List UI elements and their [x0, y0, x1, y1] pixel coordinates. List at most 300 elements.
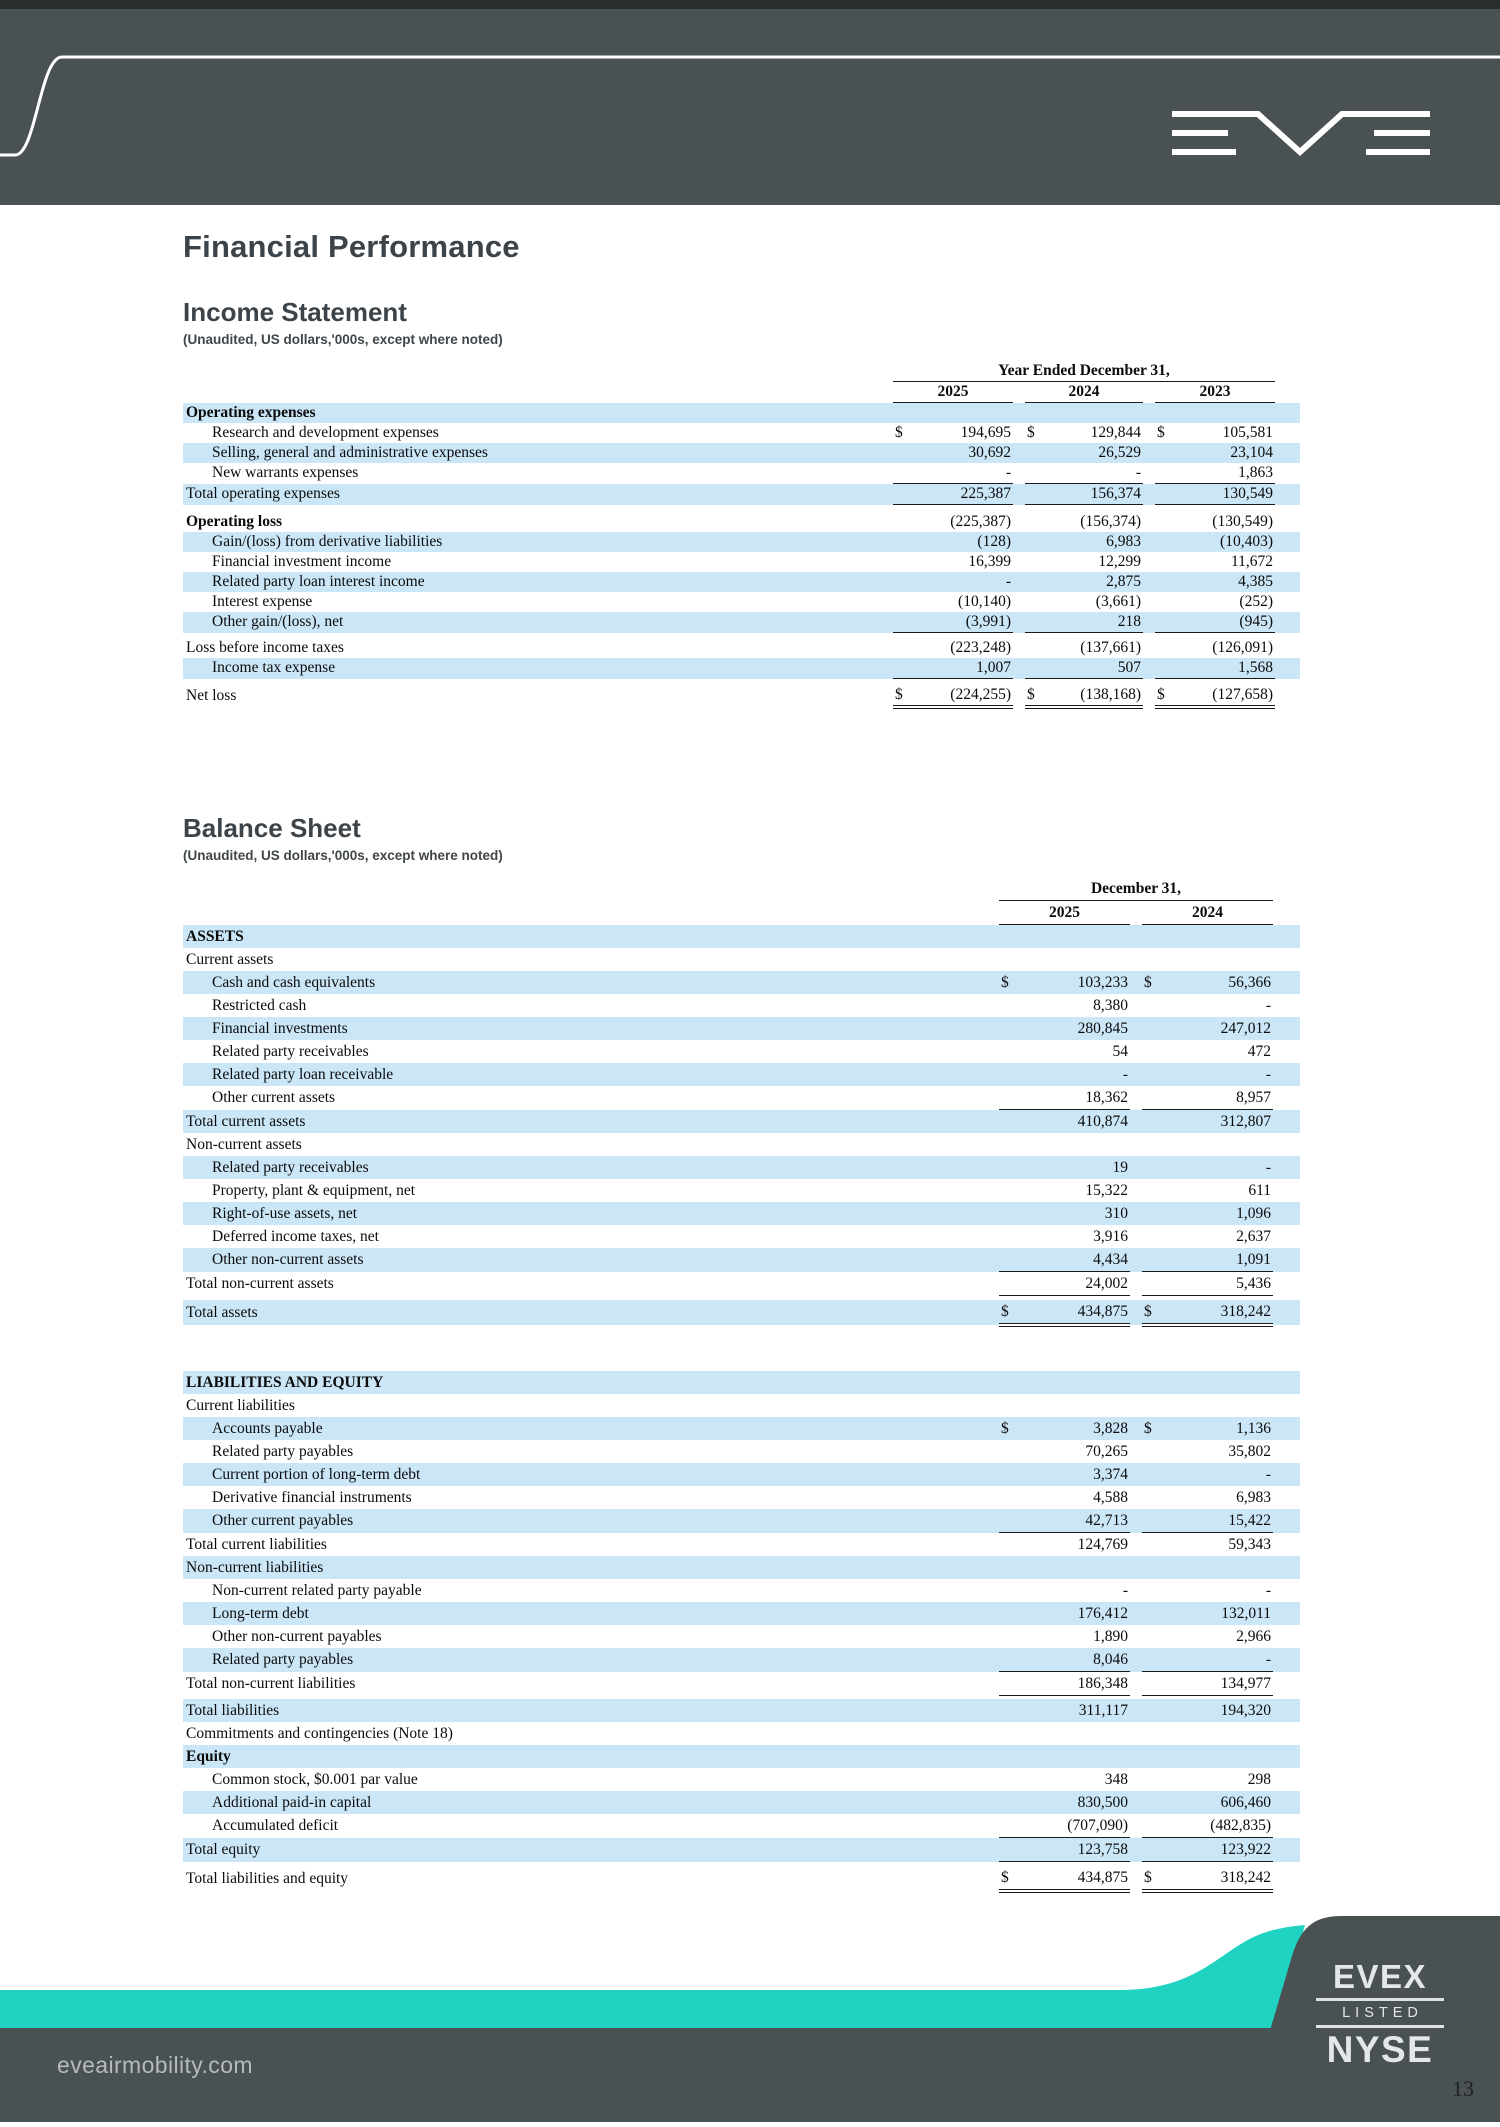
header-band-graphic: [0, 0, 1500, 205]
value-text: 11,672: [1230, 553, 1273, 570]
value-cell: [893, 403, 1013, 424]
table-row: [183, 1133, 1300, 1156]
value-cell: [1142, 1225, 1273, 1248]
table-row: [183, 971, 1300, 994]
value-text: 2,637: [1236, 1228, 1271, 1245]
table-row: [183, 1699, 1300, 1722]
value-text: 23,104: [1230, 444, 1273, 461]
year-column-header: 2023: [1155, 382, 1275, 403]
column-pad: [1273, 1648, 1300, 1672]
page-number: 13: [1452, 2076, 1474, 2101]
column-pad: [1273, 1533, 1300, 1557]
value-text: 8,957: [1236, 1089, 1271, 1106]
column-gap: [1143, 658, 1155, 679]
value-cell: [893, 572, 1013, 592]
value-cell: [999, 971, 1130, 994]
value-text: 3,374: [1093, 1466, 1128, 1483]
spacer-cell: [183, 505, 1300, 513]
income-statement-subtitle: (Unaudited, US dollars,'000s, except where noted): [183, 332, 503, 347]
value-text: 2,966: [1236, 1628, 1271, 1645]
table-row: [183, 1486, 1300, 1509]
column-pad: [1273, 1063, 1300, 1086]
row-label: Interest expense: [212, 593, 313, 610]
table-row: [183, 1417, 1300, 1440]
value-cell: [1142, 925, 1273, 949]
row-label: Other current payables: [183, 1509, 999, 1533]
value-cell: [893, 685, 1013, 707]
column-pad: [1275, 512, 1300, 532]
column-gap: [1130, 1533, 1142, 1557]
dollar-sign: $: [1157, 424, 1165, 441]
label-spacer: [183, 901, 999, 925]
value-text: -: [1265, 1582, 1271, 1599]
table-row: [183, 948, 1300, 971]
table-row: [183, 1202, 1300, 1225]
row-label: Total non-current liabilities: [186, 1675, 356, 1692]
dollar-sign: $: [1001, 1420, 1009, 1437]
value-cell: [1142, 994, 1273, 1017]
value-cell: [999, 1086, 1130, 1110]
value-text: 54: [1112, 1043, 1128, 1060]
value-cell: [1142, 1722, 1273, 1745]
value-text: (3,991): [965, 613, 1011, 630]
row-label: Property, plant & equipment, net: [212, 1182, 416, 1199]
table-row: [183, 1040, 1300, 1063]
website-link[interactable]: eveairmobility.com: [57, 2052, 253, 2078]
row-label: New warrants expenses: [212, 464, 359, 482]
column-gap: [1013, 463, 1025, 484]
value-cell: [1155, 403, 1275, 424]
value-cell: [1142, 971, 1273, 994]
value-cell: [1142, 1768, 1273, 1791]
value-text: 3,916: [1093, 1228, 1128, 1245]
value-cell: [1142, 1040, 1273, 1063]
table-row: [183, 1156, 1300, 1179]
table-row: [183, 925, 1300, 949]
row-label: Related party receivables: [183, 1156, 999, 1179]
value-cell: [1142, 1745, 1273, 1768]
column-gap: [1143, 403, 1155, 424]
row-label: Total assets: [183, 1300, 999, 1325]
value-cell: [893, 532, 1013, 552]
column-gap: [1013, 423, 1025, 443]
column-pad: [1273, 1110, 1300, 1134]
balance-sheet-subtitle: (Unaudited, US dollars,'000s, except where noted): [183, 848, 503, 863]
value-text: 472: [1247, 1043, 1271, 1060]
column-gap: [1013, 484, 1025, 505]
column-gap: [1143, 685, 1155, 707]
row-label: Total current liabilities: [186, 1535, 327, 1553]
table-row: [183, 1179, 1300, 1202]
value-cell: [1155, 612, 1275, 633]
value-text: 1,568: [1238, 659, 1273, 676]
value-text: (10,403): [1220, 533, 1273, 550]
column-pad: [1273, 1486, 1300, 1509]
row-label: Total current assets: [183, 1110, 999, 1134]
table-row: [183, 1814, 1300, 1838]
row-label: Current liabilities: [186, 1397, 295, 1414]
table-row: [183, 532, 1300, 552]
value-text: 348: [1104, 1771, 1128, 1788]
value-cell: [1142, 1440, 1273, 1463]
column-pad: [1273, 1017, 1300, 1040]
value-cell: [1142, 1417, 1273, 1440]
value-cell: [1142, 1579, 1273, 1602]
value-cell: [1142, 1533, 1273, 1557]
column-gap: [1130, 1602, 1142, 1625]
row-label: Equity: [183, 1745, 999, 1768]
column-pad: [1273, 1417, 1300, 1440]
year-header-row: [183, 382, 1300, 403]
value-text: 318,242: [1220, 1869, 1271, 1886]
column-gap: [1130, 1699, 1142, 1722]
column-gap: [1130, 925, 1142, 949]
table-row: [183, 1579, 1300, 1602]
value-cell: [1142, 1156, 1273, 1179]
value-text: -: [1265, 997, 1271, 1014]
year-header-row: [183, 901, 1300, 925]
column-gap: [1130, 1133, 1142, 1156]
value-cell: [1155, 638, 1275, 658]
teal-swoosh: [0, 1925, 1305, 2028]
row-label: Total liabilities and equity: [186, 1870, 349, 1887]
row-label: Related party loan interest income: [183, 572, 893, 592]
value-cell: [1142, 1866, 1273, 1891]
column-gap: [1013, 638, 1025, 658]
column-pad: [1273, 1179, 1300, 1202]
value-cell: [893, 592, 1013, 612]
value-cell: [1025, 443, 1143, 463]
value-cell: [1142, 1838, 1273, 1862]
row-label: Related party payables: [183, 1648, 999, 1672]
column-gap: [1130, 1672, 1142, 1696]
value-cell: [1155, 572, 1275, 592]
column-gap: [1130, 1579, 1142, 1602]
table-row: [183, 1300, 1300, 1325]
column-pad: [1273, 877, 1300, 901]
table-row: [183, 658, 1300, 679]
column-pad: [1273, 1866, 1300, 1891]
value-text: 26,529: [1098, 444, 1141, 461]
value-text: (252): [1239, 593, 1273, 610]
dollar-sign: $: [1027, 424, 1035, 441]
value-text: 4,385: [1238, 573, 1273, 590]
column-pad: [1273, 1440, 1300, 1463]
value-cell: [893, 463, 1013, 484]
value-cell: [999, 1486, 1130, 1509]
row-label: Restricted cash: [212, 997, 307, 1014]
row-label: Related party loan receivable: [183, 1063, 999, 1086]
table-row: [183, 423, 1300, 443]
value-text: 103,233: [1077, 974, 1128, 991]
value-text: 123,758: [1077, 1841, 1128, 1858]
value-cell: [1025, 463, 1143, 484]
row-label: Related party payables: [212, 1443, 354, 1460]
value-text: 70,265: [1085, 1443, 1128, 1460]
value-cell: [1025, 638, 1143, 658]
value-text: 410,874: [1077, 1113, 1128, 1130]
value-cell: [1142, 1300, 1273, 1325]
column-gap: [1143, 572, 1155, 592]
value-text: 123,922: [1220, 1841, 1271, 1858]
table-row: [183, 1556, 1300, 1579]
value-text: 611: [1248, 1182, 1271, 1199]
table-row: [183, 1509, 1300, 1533]
value-text: 16,399: [968, 553, 1011, 570]
column-pad: [1273, 1133, 1300, 1156]
period-header-row: [183, 877, 1300, 901]
value-cell: [1142, 1248, 1273, 1272]
column-pad: [1273, 1509, 1300, 1533]
column-gap: [1130, 1486, 1142, 1509]
value-text: (225,387): [950, 513, 1011, 530]
page-footer: [0, 1912, 1500, 2122]
row-label: Current portion of long-term debt: [183, 1463, 999, 1486]
page-title: Financial Performance: [183, 229, 520, 264]
column-pad: [1273, 1394, 1300, 1417]
value-cell: [999, 1791, 1130, 1814]
value-text: (126,091): [1212, 639, 1273, 656]
row-label: Gain/(loss) from derivative liabilities: [183, 532, 893, 552]
column-pad: [1273, 1248, 1300, 1272]
value-cell: [999, 1248, 1130, 1272]
value-text: 311,117: [1078, 1702, 1128, 1719]
table-row: [183, 443, 1300, 463]
value-text: 194,695: [960, 424, 1011, 441]
column-gap: [1130, 1017, 1142, 1040]
column-pad: [1275, 361, 1300, 382]
value-text: 298: [1247, 1771, 1271, 1788]
label-spacer: [183, 877, 999, 901]
value-cell: [1142, 1791, 1273, 1814]
table-row: [183, 484, 1300, 505]
column-gap: [1130, 901, 1142, 925]
value-cell: [999, 925, 1130, 949]
value-text: 312,807: [1220, 1113, 1271, 1130]
value-cell: [1142, 1063, 1273, 1086]
row-label: Other gain/(loss), net: [183, 612, 893, 633]
dollar-sign: $: [895, 686, 903, 703]
value-cell: [999, 994, 1130, 1017]
value-cell: [999, 1722, 1130, 1745]
row-label: Derivative financial instruments: [212, 1489, 412, 1506]
value-text: 130,549: [1222, 485, 1273, 502]
value-cell: [999, 1579, 1130, 1602]
value-text: 280,845: [1077, 1020, 1128, 1037]
income-statement-table: [183, 361, 1300, 709]
column-gap: [1143, 512, 1155, 532]
value-cell: [1155, 423, 1275, 443]
period-header-row: [183, 361, 1300, 382]
value-text: 132,011: [1221, 1605, 1271, 1622]
value-text: 129,844: [1090, 424, 1141, 441]
value-cell: [1025, 423, 1143, 443]
nyse-listed-badge: [1316, 1958, 1444, 2071]
column-gap: [1013, 658, 1025, 679]
row-label: Non-current related party payable: [212, 1582, 422, 1599]
value-cell: [1142, 1086, 1273, 1110]
value-cell: [999, 1272, 1130, 1296]
table-row: [183, 1017, 1300, 1040]
year-column-header: 2024: [1142, 901, 1273, 925]
value-cell: [999, 1509, 1130, 1533]
table-row: [183, 1248, 1300, 1272]
value-text: 59,343: [1228, 1536, 1271, 1553]
column-pad: [1275, 685, 1300, 707]
column-gap: [1143, 612, 1155, 633]
value-cell: [1142, 1625, 1273, 1648]
column-pad: [1273, 925, 1300, 949]
value-cell: [999, 1625, 1130, 1648]
column-gap: [1013, 382, 1025, 403]
footer-graphic: [0, 1912, 1500, 2122]
column-pad: [1275, 612, 1300, 633]
value-cell: [1142, 1017, 1273, 1040]
value-text: 4,434: [1093, 1251, 1128, 1268]
column-pad: [1275, 382, 1300, 403]
column-pad: [1275, 658, 1300, 679]
value-cell: [1142, 1672, 1273, 1696]
dollar-sign: $: [895, 424, 903, 441]
value-text: 15,322: [1085, 1182, 1128, 1199]
table-row: [183, 1086, 1300, 1110]
column-pad: [1273, 1300, 1300, 1325]
spacer-cell: [183, 1325, 1300, 1371]
value-cell: [999, 1417, 1130, 1440]
value-cell: [999, 1040, 1130, 1063]
value-cell: [1025, 403, 1143, 424]
value-text: 194,320: [1220, 1702, 1271, 1719]
column-gap: [1130, 1556, 1142, 1579]
value-cell: [1142, 1202, 1273, 1225]
value-cell: [1142, 1602, 1273, 1625]
value-text: 225,387: [960, 485, 1011, 502]
value-cell: [999, 1394, 1130, 1417]
column-pad: [1273, 1272, 1300, 1296]
value-cell: [999, 1463, 1130, 1486]
value-cell: [1155, 592, 1275, 612]
value-text: 105,581: [1222, 424, 1273, 441]
column-pad: [1273, 1768, 1300, 1791]
table-row: [183, 1722, 1300, 1745]
dollar-sign: $: [1001, 1303, 1009, 1320]
ticker-symbol: EVEX: [1316, 1958, 1444, 2001]
row-label: Long-term debt: [183, 1602, 999, 1625]
value-cell: [1025, 612, 1143, 633]
row-label: Total non-current assets: [186, 1275, 334, 1292]
value-cell: [1025, 552, 1143, 572]
value-cell: [1025, 658, 1143, 679]
column-gap: [1130, 1179, 1142, 1202]
column-pad: [1273, 1156, 1300, 1179]
row-label: Selling, general and administrative expenses: [183, 443, 893, 463]
value-text: 18,362: [1085, 1089, 1128, 1106]
value-cell: [893, 638, 1013, 658]
row-label: Cash and cash equivalents: [183, 971, 999, 994]
column-pad: [1275, 572, 1300, 592]
row-label: Total liabilities: [183, 1699, 999, 1722]
value-text: (945): [1239, 613, 1273, 630]
column-gap: [1130, 1063, 1142, 1086]
table-row: [183, 463, 1300, 484]
value-cell: [1142, 1463, 1273, 1486]
value-text: 6,983: [1106, 533, 1141, 550]
table-row: [183, 1371, 1300, 1394]
column-gap: [1143, 463, 1155, 484]
value-text: (127,658): [1212, 686, 1273, 703]
value-text: -: [1005, 573, 1011, 590]
value-text: -: [1122, 1066, 1128, 1083]
value-text: -: [1265, 1651, 1271, 1668]
value-cell: [893, 612, 1013, 633]
year-column-header: 2025: [999, 901, 1130, 925]
row-label: Operating loss: [186, 513, 283, 530]
row-label: Loss before income taxes: [186, 639, 344, 656]
value-text: 606,460: [1220, 1794, 1271, 1811]
dollar-sign: $: [1157, 686, 1165, 703]
value-cell: [1155, 443, 1275, 463]
column-pad: [1273, 1791, 1300, 1814]
column-gap: [1130, 1225, 1142, 1248]
column-gap: [1143, 638, 1155, 658]
value-text: 1,007: [976, 659, 1011, 676]
row-label: Total operating expenses: [183, 484, 893, 505]
column-gap: [1130, 1040, 1142, 1063]
value-cell: [1142, 1648, 1273, 1672]
value-cell: [1142, 1814, 1273, 1838]
value-text: -: [1005, 464, 1011, 481]
value-text: (137,661): [1080, 639, 1141, 656]
table-row: [183, 1672, 1300, 1696]
row-label: Other non-current assets: [183, 1248, 999, 1272]
column-gap: [1130, 1625, 1142, 1648]
column-gap: [1130, 1745, 1142, 1768]
row-label: Common stock, $0.001 par value: [212, 1771, 418, 1788]
value-cell: [999, 1133, 1130, 1156]
value-text: 186,348: [1077, 1675, 1128, 1692]
value-text: -: [1135, 464, 1141, 481]
income-statement-section: [183, 297, 1300, 709]
value-text: (707,090): [1067, 1817, 1128, 1834]
value-text: 19: [1112, 1159, 1128, 1176]
column-gap: [1130, 1202, 1142, 1225]
value-cell: [999, 1179, 1130, 1202]
column-gap: [1130, 1722, 1142, 1745]
column-gap: [1143, 552, 1155, 572]
value-cell: [999, 1866, 1130, 1891]
row-label: Income tax expense: [183, 658, 893, 679]
value-text: -: [1265, 1159, 1271, 1176]
value-text: 3,828: [1093, 1420, 1128, 1437]
table-row: [183, 592, 1300, 612]
table-row: [183, 1110, 1300, 1134]
value-cell: [893, 552, 1013, 572]
value-cell: [893, 443, 1013, 463]
row-label: Research and development expenses: [212, 424, 439, 441]
column-gap: [1130, 1648, 1142, 1672]
column-gap: [1013, 403, 1025, 424]
value-cell: [1155, 685, 1275, 707]
column-pad: [1273, 1625, 1300, 1648]
column-gap: [1143, 592, 1155, 612]
value-cell: [1025, 484, 1143, 505]
value-text: 5,436: [1236, 1275, 1271, 1292]
value-text: 2,875: [1106, 573, 1141, 590]
value-cell: [1142, 1486, 1273, 1509]
value-cell: [999, 1300, 1130, 1325]
column-pad: [1273, 1371, 1300, 1394]
value-cell: [1025, 572, 1143, 592]
